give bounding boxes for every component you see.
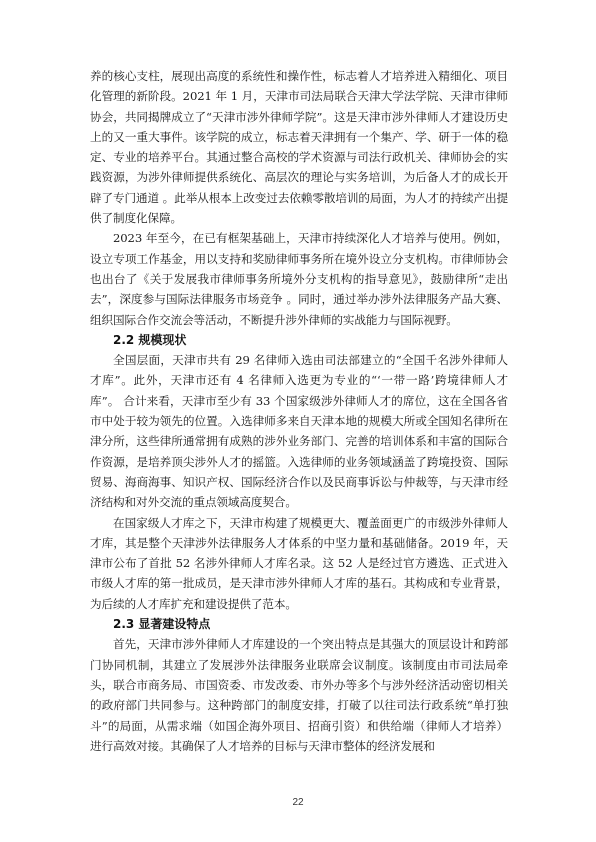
section-heading-scale-status: 2.2 规模现状: [113, 332, 187, 347]
paragraph-national-talent-pool: 全国层面，天津市共有 29 名律师入选由司法部建立的“全国千名涉外律师人才库”。此外，天津市还有 4 名律师入选更为专业的“‘一带一路’跨境律师人才库”。 合计来看，天津市至少有 33 个国家级涉外律师人才的席位，这在全国各省市中处于较为领先的位置。入选律师多来自天津本地的规模大所或全国知名律所在津分所，这些律所通常拥有成熟的涉外业务部门、完善的培训体系和丰富的国际合作资源，是培养顶尖涉外人才的摇篮。入选律师的业务领域涵盖了跨境投资、国际贸易、海商海事、知识产权、国际经济合作以及民商事诉讼与仲裁等，与天津市经济结构和对外交流的重点领域高度契合。: [90, 353, 508, 510]
paragraph-top-level-design: 首先，天津市涉外律师人才库建设的一个突出特点是其强大的顶层设计和跨部门协同机制，其建立了发展涉外法律服务业联席会议制度。该制度由市司法局牵头，联合市商务局、市国资委、市发改委、市外办等多个与涉外经济活动密切相关的政府部门共同参与。这种跨部门的制度安排，打破了以往司法行政系统“单打独斗”的局面，从需求端（如国企海外项目、招商引资）和供给端（律师人才培养）进行高效对接。其确保了人才培养的目标与天津市整体的经济发展和: [90, 637, 508, 753]
paragraph-talent-college: 养的核心支柱，展现出高度的系统性和操作性，标志着人才培养进入精细化、项目化管理的新阶段。2021 年 1 月，天津市司法局联合天津大学法学院、天津市律师协会，共同揭牌成立了“天津市涉外律师学院”。这是天津市涉外律师人才建设历史上的又一重大事件。该学院的成立，标志着天津拥有一个集产、学、研于一体的稳定、专业的培养平台。其通过整合高校的学术资源与司法行政机关、律师协会的实践资源，为涉外律师提供系统化、高层次的理论与实务培训，为后备人才的成长开辟了专门通道 。此举从根本上改变过去依赖零散培训的局面，为人才的持续产出提供了制度化保障。: [90, 69, 508, 226]
section-heading-notable-features: 2.3 显著建设特点: [113, 617, 211, 632]
document-body: [90, 66, 508, 756]
page-number: 22: [292, 797, 304, 808]
paragraph-municipal-talent-pool: 在国家级人才库之下，天津市构建了规模更大、覆盖面更广的市级涉外律师人才库，其是整个天津涉外法律服务人才体系的中坚力量和基础储备。2019 年，天津市公布了首批 52 名涉外律师人才库名录。这 52 人是经过官方遴选、正式进入市级人才库的第一批成员，是天津市涉外律师人才库的基石。其构成和专业背景，为后续的人才库扩充和建设提供了范本。: [90, 515, 508, 611]
paragraph-deepening-2023: 2023 年至今，在已有框架基础上，天津市持续深化人才培养与使用。例如，设立专项工作基金，用以支持和奖励律师事务所在境外设立分支机构。市律师协会也出台了《关于发展我市律师事务所境外分支机构的指导意见》，鼓励律所“走出去”，深度参与国际法律服务市场竞争 。同时，通过举办涉外法律服务产品大赛、组织国际合作交流会等活动，不断提升涉外律师的实战能力与国际视野。: [90, 231, 508, 327]
